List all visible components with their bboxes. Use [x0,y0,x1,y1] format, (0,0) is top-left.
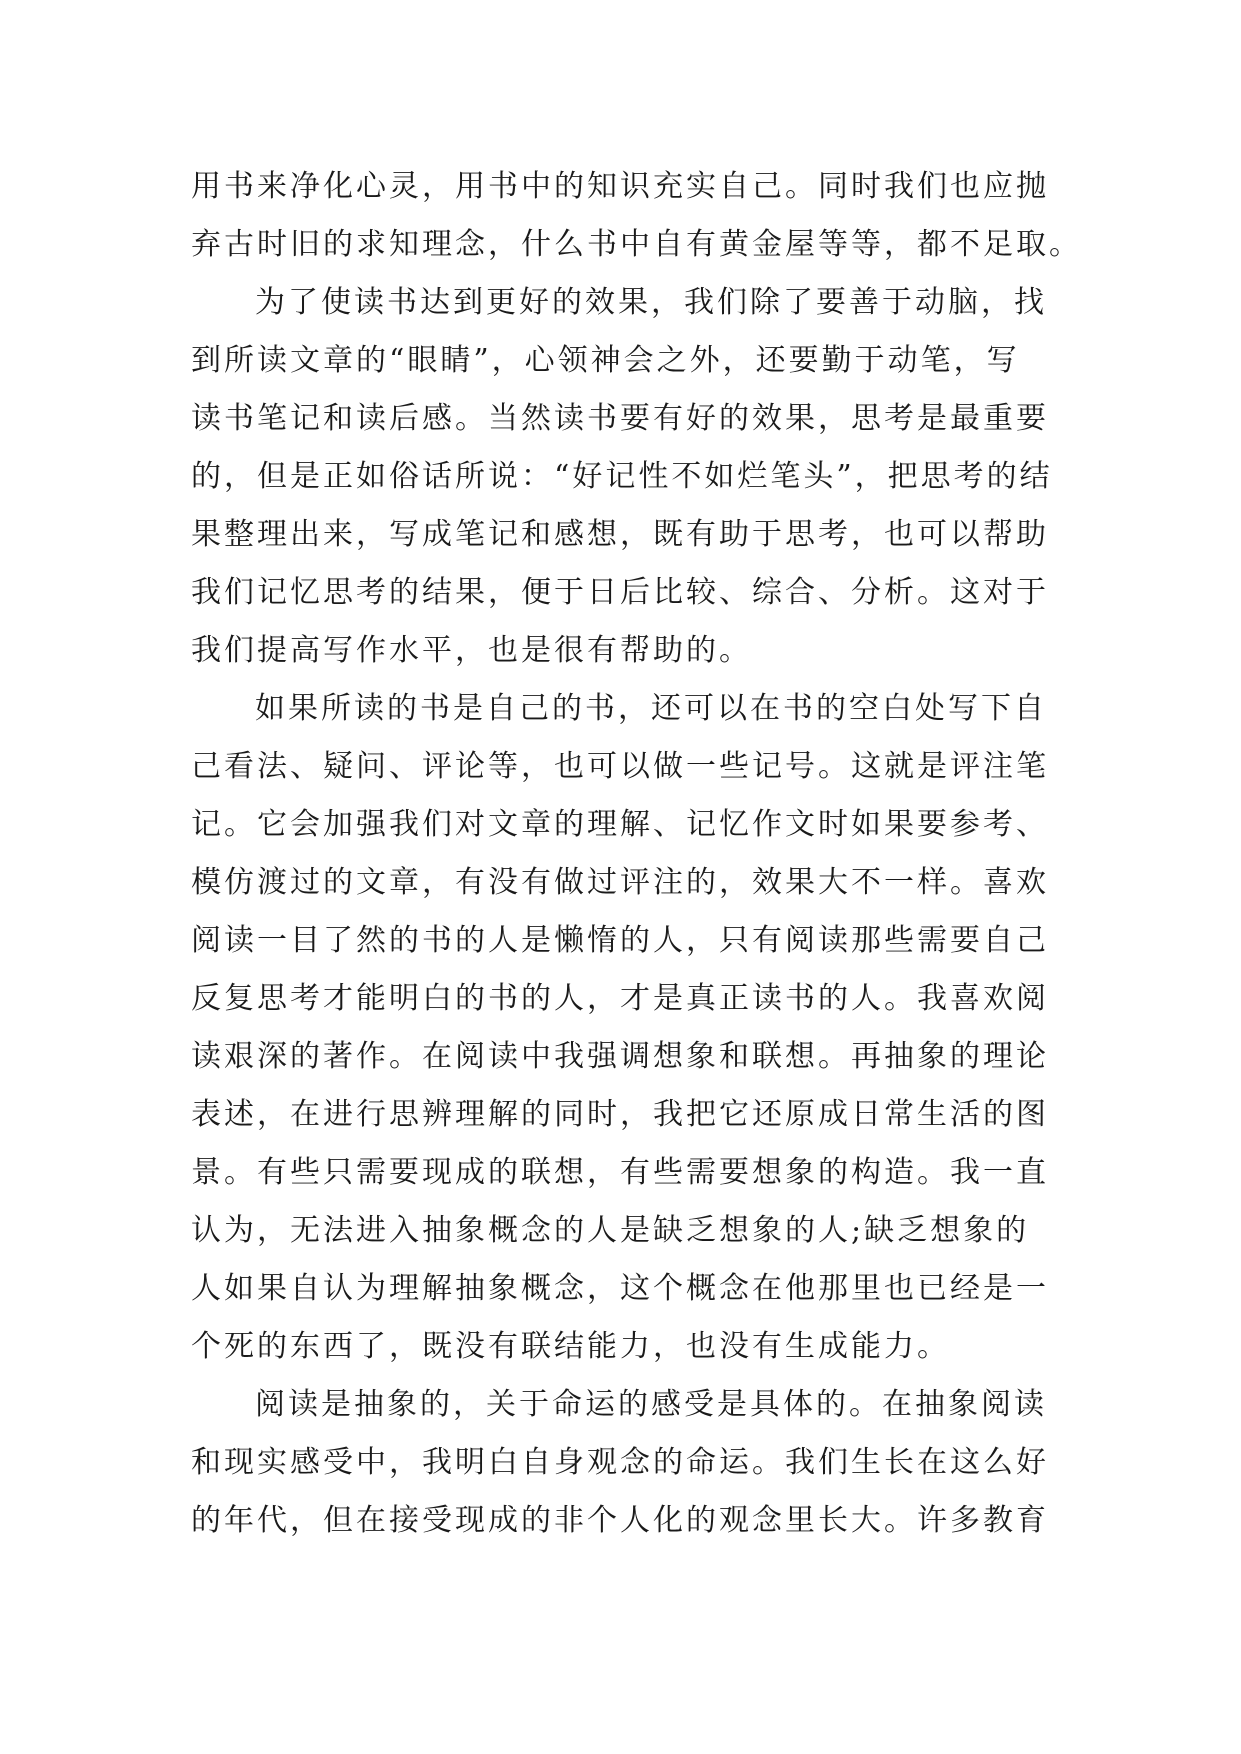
text-line: 个死的东西了，既没有联结能力，也没有生成能力。 [191,1329,950,1364]
text-line: 读书笔记和读后感。当然读书要有好的效果，思考是最重要 [191,401,1049,436]
text-line: 模仿渡过的文章，有没有做过评注的，效果大不一样。喜欢 [191,865,1049,900]
text-line: 到所读文章的“眼睛”，心领神会之外，还要勤于动笔，写 [191,343,1020,378]
paragraph-start-line: 阅读是抽象的，关于命运的感受是具体的。在抽象阅读 [255,1387,1047,1422]
text-line: 反复思考才能明白的书的人，才是真正读书的人。我喜欢阅 [191,981,1049,1016]
text-line: 弃古时旧的求知理念，什么书中自有黄金屋等等，都不足取。 [191,227,1082,262]
text-line: 认为，无法进入抽象概念的人是缺乏想象的人;缺乏想象的 [191,1213,1030,1248]
text-line: 果整理出来，写成笔记和感想，既有助于思考，也可以帮助 [191,517,1049,552]
text-line: 读艰深的著作。在阅读中我强调想象和联想。再抽象的理论 [191,1039,1049,1074]
text-line: 己看法、疑问、评论等，也可以做一些记号。这就是评注笔 [191,749,1049,784]
text-line: 的，但是正如俗话所说：“好记性不如烂笔头”，把思考的结 [191,459,1053,494]
text-line: 用书来净化心灵，用书中的知识充实自己。同时我们也应抛 [191,169,1049,204]
text-line: 景。有些只需要现成的联想，有些需要想象的构造。我一直 [191,1155,1049,1190]
text-line: 记。它会加强我们对文章的理解、记忆作文时如果要参考、 [191,807,1049,842]
body-text [191,158,1082,1550]
text-line: 我们记忆思考的结果，便于日后比较、综合、分析。这对于 [191,575,1049,610]
text-line: 我们提高写作水平，也是很有帮助的。 [191,633,752,668]
text-line: 和现实感受中，我明白自身观念的命运。我们生长在这么好 [191,1445,1049,1480]
text-line: 人如果自认为理解抽象概念，这个概念在他那里也已经是一 [191,1271,1049,1306]
paragraph-start-line: 如果所读的书是自己的书，还可以在书的空白处写下自 [255,691,1047,726]
text-line: 的年代，但在接受现成的非个人化的观念里长大。许多教育 [191,1503,1049,1538]
text-line: 阅读一目了然的书的人是懒惰的人，只有阅读那些需要自己 [191,923,1049,958]
paragraph-start-line: 为了使读书达到更好的效果，我们除了要善于动脑，找 [255,285,1047,320]
text-line: 表述，在进行思辨理解的同时，我把它还原成日常生活的图 [191,1097,1049,1132]
